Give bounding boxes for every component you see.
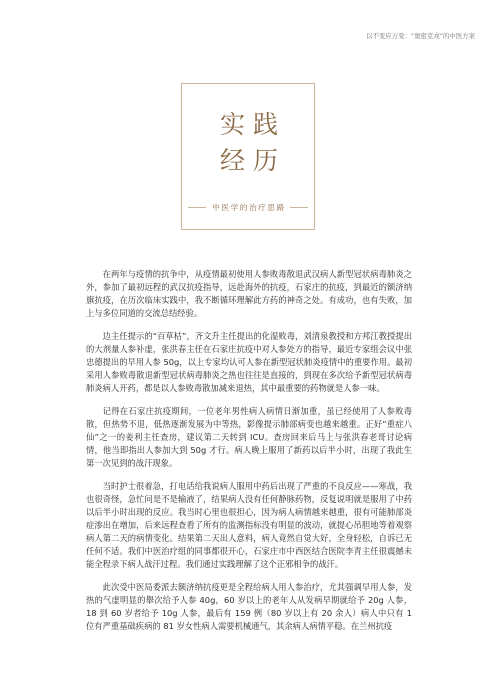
title-box [181, 83, 315, 230]
paragraph-1: 在两年与疫情的抗争中，从疫情最初使用人参败毒散退武汉病人新型冠状病毒肺炎之外，参加了最初远程的武汉抗疫指导，远赴海外的抗疫，石家庄的抗疫，到最近的额济纳旗抗疫，在历次临床实践中，我不断循环理解此方药的神奇之处。有成功，也有失败，加上与多位同道的交流总结经验。 [86, 269, 412, 318]
title-line-1: 实践 [219, 110, 286, 139]
header-note: 以不变应万变：“奥密克戎”的中医方案 [366, 32, 475, 40]
paragraph-4: 当时护士很着急，打电话给我说病人服用中药后出现了严重的不良反应——寒战，我也很奇怪，急忙问是不是输液了，结果病人没有任何静脉药物，反复说明就是服用了中药以后半小时出现的反应。我当时心里也很担心，因为病人病情越来越重，很有可能肺部炎症渗出在增加，后来远程查看了所有的监测指标没有明显的波动，就提心吊胆地等着观察病人第二天的病情变化。结果第二天出人意料，病人竟然自觉大好，全身轻松，自诉已无任何不适。我们中医治疗组的同事都很开心，石家庄市中西医结合医院李青主任很震撼未能全程录下病人战汗过程。我们通过实践理解了这个正邪相争的战汗。 [86, 481, 412, 569]
paragraph-2: 边主任提示的“百草枯”，齐文升主任提出的化湿败毒，刘清泉教授和方邦江教授提出的大剂量人参补虚，张洪春主任在石家庄抗疫中对人参处方的指导，最近专家组会议中张忠德提出的早用人参 50g，以上专家均认可人参在新型冠状肺炎疫情中的重要作用。最初采用人参败毒散退新型冠状病毒肺炎之热也往往是直接的，到现在多次给予新型冠状病毒肺炎病人开药，都是以人参败毒散加减来退热，其中最重要的药物就是人参一味。 [86, 331, 412, 393]
subtitle: 中医学的治疗思路 [212, 203, 286, 212]
subtitle-rule-right [290, 207, 308, 208]
paragraph-5: 此次受中医局委派去额济纳抗疫更是全程给病人用人参治疗，尤其强调早用人参，发热的气虚明显的舉次给予人参 40g，60 岁以上的老年人从发病早期就给予 20g 人参，18 到 60 岁者给予 10g 人参，最后有 159 例（80 岁以上有 20 余人）病人中只有 1 位有严重基础疾病的 81 岁女性病人需要机械通气，其余病人病情平稳。在兰州抗疫 [86, 582, 412, 631]
article-body [86, 268, 412, 643]
title-line-2: 经历 [219, 146, 286, 175]
paragraph-3: 记得在石家庄抗疫期间，一位老年男性病人病情日渐加重，虽已经使用了人参败毒散，但热势不退，低热逐渐发展为中等热，影像提示肺部病变也越来越重。正好“重症八仙”之一的姜利主任查房，建议第二天转到 ICU。查房回来后马上与张洪春老哥讨论病情，他当即指出人参加大到 50g 才行。病人晚上服用了新药以后半小时，出现了我此生第一次见到的战汗现象。 [86, 406, 412, 468]
